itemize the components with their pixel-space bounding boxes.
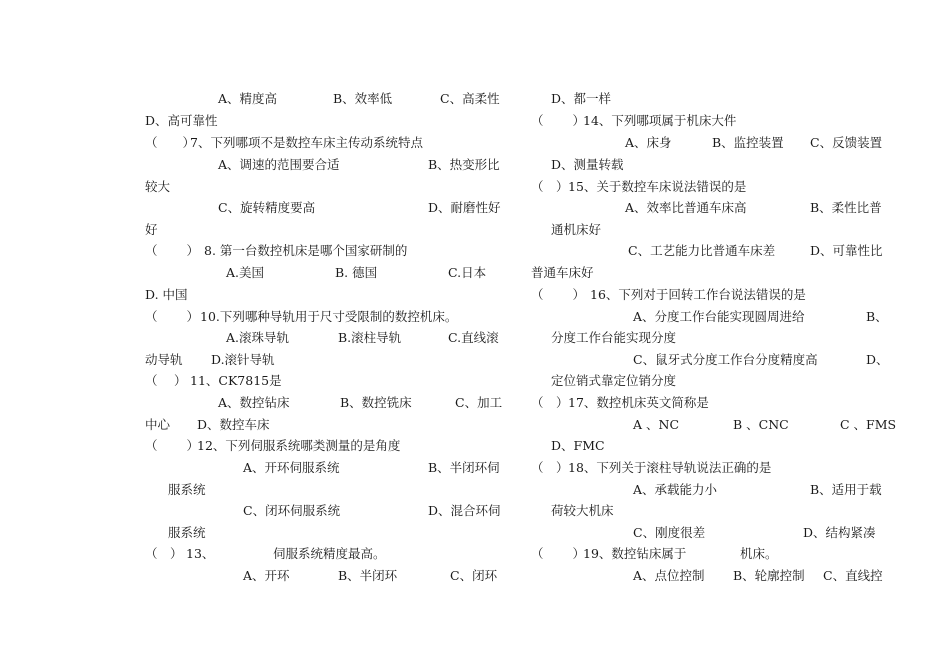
q7-option-c: C、旋转精度要高 xyxy=(218,200,316,215)
q18-option-c: C、刚度很差 xyxy=(633,525,706,540)
q17-option-d: D、FMC xyxy=(551,438,605,453)
q13-stem-number: 13、 xyxy=(186,546,215,561)
q14-paren: （ ） xyxy=(531,113,585,128)
q19-option-c: C、直线控 xyxy=(823,568,883,583)
q10-option-b: B.滚柱导轨 xyxy=(338,330,402,345)
q18-option-b-cont: 荷较大机床 xyxy=(551,503,614,518)
q13-option-c: C、闭环 xyxy=(450,568,498,583)
q8-stem: 8. 第一台数控机床是哪个国家研制的 xyxy=(204,243,408,258)
q7-option-a: A、调速的范围要合适 xyxy=(218,157,340,172)
q6-option-b: B、效率低 xyxy=(333,91,393,106)
q8-paren: （ ） xyxy=(145,243,199,258)
q16-option-a: A、分度工作台能实现圆周进给 xyxy=(633,309,805,324)
q18-stem: 18、下列关于滚柱导轨说法正确的是 xyxy=(568,460,772,475)
q6-option-c: C、高柔性 xyxy=(440,91,500,106)
q12-option-d-cont: 服系统 xyxy=(168,525,206,540)
q18-paren: （ ） xyxy=(531,460,569,475)
q19-option-a: A、点位控制 xyxy=(633,568,705,583)
q16-option-b: B、 xyxy=(866,309,888,324)
q13-stem: 伺服系统精度最高。 xyxy=(273,546,386,561)
q7-option-b: B、热变形比 xyxy=(428,157,500,172)
q13-option-a: A、开环 xyxy=(243,568,290,583)
q16-option-d-cont: 定位销式靠定位销分度 xyxy=(551,373,677,388)
q10-option-c-cont: 动导轨 xyxy=(145,352,183,367)
q10-option-c: C.直线滚 xyxy=(448,330,499,345)
q10-paren: （ ） xyxy=(145,309,199,324)
q19-stem-tail: 机床。 xyxy=(740,546,778,561)
q12-option-b-cont: 服系统 xyxy=(168,482,206,497)
q14-stem: 14、下列哪项属于机床大件 xyxy=(583,113,737,128)
q7-stem: 7、下列哪项不是数控车床主传动系统特点 xyxy=(190,135,423,150)
q15-option-d: D、可靠性比 xyxy=(810,243,883,258)
q12-option-c: C、闭环伺服系统 xyxy=(243,503,341,518)
q15-option-c: C、工艺能力比普通车床差 xyxy=(628,243,776,258)
q14-option-b: B、监控装置 xyxy=(712,135,784,150)
q6-option-a: A、精度高 xyxy=(218,91,278,106)
q13-option-d: D、都一样 xyxy=(551,91,612,106)
q8-option-b: B. 德国 xyxy=(335,265,378,280)
q8-option-a: A.美国 xyxy=(226,265,265,280)
q12-option-d: D、混合环伺 xyxy=(428,503,501,518)
q17-option-b: B 、CNC xyxy=(733,417,789,432)
q8-option-d: D. 中国 xyxy=(145,287,188,302)
q16-option-d: D、 xyxy=(866,352,889,367)
q11-paren: （ ） xyxy=(145,373,187,388)
q7-option-d-cont: 好 xyxy=(145,222,158,237)
q14-option-d: D、测量转载 xyxy=(551,157,624,172)
q17-option-c: C 、FMS xyxy=(840,417,897,432)
q10-option-a: A.滚珠导轨 xyxy=(226,330,290,345)
q18-option-a: A、承载能力小 xyxy=(633,482,718,497)
q11-stem: 11、CK7815是 xyxy=(190,373,282,388)
q10-stem: 10.下列哪种导轨用于尺寸受限制的数控机床。 xyxy=(200,309,458,324)
q11-option-d: D、数控车床 xyxy=(197,417,270,432)
q12-option-b: B、半闭环伺 xyxy=(428,460,500,475)
q15-option-b-cont: 通机床好 xyxy=(551,222,602,237)
q19-option-b: B、轮廓控制 xyxy=(733,568,805,583)
q15-paren: （ ） xyxy=(531,179,569,194)
q8-option-c: C.日本 xyxy=(448,265,487,280)
q15-option-d-cont: 普通车床好 xyxy=(531,265,594,280)
q19-paren: （ ） xyxy=(531,546,585,561)
q12-stem: 12、下列伺服系统哪类测量的是角度 xyxy=(197,438,401,453)
q18-option-b: B、适用于载 xyxy=(810,482,882,497)
q15-option-a: A、效率比普通车床高 xyxy=(625,200,747,215)
q16-stem: 16、下列对于回转工作台说法错误的是 xyxy=(590,287,806,302)
q7-paren: （ ） xyxy=(145,135,196,150)
q19-stem: 19、数控钻床属于 xyxy=(583,546,687,561)
q6-option-d: D、高可靠性 xyxy=(145,113,218,128)
q15-stem: 15、关于数控车床说法错误的是 xyxy=(568,179,747,194)
q18-option-d: D、结构紧凑 xyxy=(803,525,876,540)
q13-paren: （ ） xyxy=(145,546,183,561)
q15-option-b: B、柔性比普 xyxy=(810,200,882,215)
q14-option-a: A、床身 xyxy=(625,135,672,150)
q12-paren: （ ） xyxy=(145,438,199,453)
q14-option-c: C、反馈装置 xyxy=(810,135,883,150)
q11-option-c-cont: 中心 xyxy=(145,417,171,432)
q12-option-a: A、开环伺服系统 xyxy=(243,460,340,475)
q7-option-d: D、耐磨性好 xyxy=(428,200,501,215)
q16-option-c: C、鼠牙式分度工作台分度精度高 xyxy=(633,352,818,367)
q7-option-b-cont: 较大 xyxy=(145,179,171,194)
q11-option-a: A、数控钻床 xyxy=(218,395,290,410)
q17-paren: （ ） xyxy=(531,395,569,410)
q16-option-b-cont: 分度工作台能实现分度 xyxy=(551,330,677,345)
q10-option-d: D.滚针导轨 xyxy=(211,352,275,367)
q17-stem: 17、数控机床英文简称是 xyxy=(568,395,709,410)
q16-paren: （ ） xyxy=(531,287,585,302)
q11-option-c: C、加工 xyxy=(455,395,503,410)
q17-option-a: A 、NC xyxy=(633,417,680,432)
q11-option-b: B、数控铣床 xyxy=(340,395,412,410)
q13-option-b: B、半闭环 xyxy=(338,568,398,583)
